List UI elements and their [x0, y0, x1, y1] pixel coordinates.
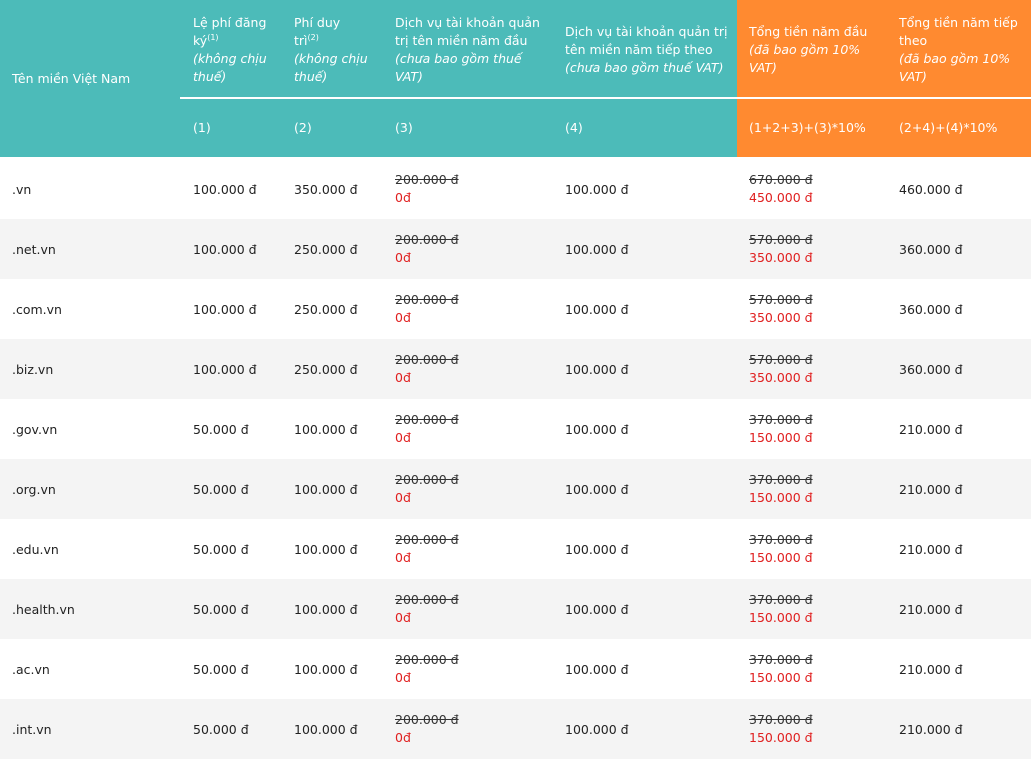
- cell-first-year-total: [749, 519, 813, 579]
- cell-registration-fee-value: 50.000 đ: [193, 601, 249, 617]
- header-divider: [180, 97, 737, 99]
- cell-next-year-service-value: 100.000 đ: [565, 361, 629, 377]
- original-price: 670.000 đ: [749, 172, 813, 187]
- cell-domain: [12, 339, 53, 399]
- cell-next-year-service: [565, 699, 629, 759]
- table-row: [0, 639, 1031, 699]
- header-domain: Tên miền Việt Nam: [12, 71, 131, 86]
- header-col1-num: (1): [193, 120, 211, 135]
- header-next-year-service: [565, 23, 735, 77]
- original-price: 370.000 đ: [749, 592, 813, 607]
- discounted-price: 150.000 đ: [749, 490, 813, 505]
- discounted-price: 150.000 đ: [749, 430, 813, 445]
- original-price: 200.000 đ: [395, 172, 459, 187]
- header-col6-sub: (đã bao gồm 10% VAT): [899, 51, 1011, 84]
- cell-first-year-service: [395, 699, 459, 759]
- cell-first-year-total: [749, 639, 813, 699]
- table-row: [0, 219, 1031, 279]
- cell-first-year-total: [749, 219, 813, 279]
- cell-first-year-total: [749, 699, 813, 759]
- original-price: 370.000 đ: [749, 472, 813, 487]
- cell-registration-fee: [193, 519, 249, 579]
- cell-registration-fee: [193, 579, 249, 639]
- cell-next-year-total: [899, 219, 963, 279]
- header-col6-title: Tổng tiền năm tiếp theo: [899, 15, 1018, 48]
- cell-registration-fee: [193, 699, 249, 759]
- original-price: 370.000 đ: [749, 712, 813, 727]
- cell-maintenance-fee-value: 100.000 đ: [294, 481, 358, 497]
- cell-domain-value: .com.vn: [12, 301, 62, 317]
- header-col2-title: Phí duy trì$^{(2)}$: [294, 15, 341, 48]
- cell-maintenance-fee: [294, 579, 358, 639]
- cell-domain-value: .net.vn: [12, 241, 56, 257]
- cell-registration-fee: [193, 339, 257, 399]
- header-col1-sub: (không chịu thuế): [193, 51, 267, 84]
- header-col6-num: (2+4)+(4)*10%: [899, 120, 998, 135]
- cell-next-year-total-value: 210.000 đ: [899, 721, 963, 737]
- cell-first-year-total: [749, 159, 813, 219]
- discounted-price: 0đ: [395, 370, 411, 385]
- cell-maintenance-fee: [294, 339, 358, 399]
- original-price: 200.000 đ: [395, 412, 459, 427]
- discounted-price: 450.000 đ: [749, 190, 813, 205]
- cell-next-year-service-value: 100.000 đ: [565, 541, 629, 557]
- cell-next-year-total: [899, 639, 963, 699]
- cell-domain-value: .int.vn: [12, 721, 52, 737]
- cell-maintenance-fee: [294, 459, 358, 519]
- cell-registration-fee: [193, 399, 249, 459]
- cell-domain-value: .ac.vn: [12, 661, 50, 677]
- cell-next-year-service-value: 100.000 đ: [565, 241, 629, 257]
- discounted-price: 350.000 đ: [749, 310, 813, 325]
- cell-registration-fee: [193, 639, 249, 699]
- cell-maintenance-fee-value: 100.000 đ: [294, 421, 358, 437]
- cell-maintenance-fee: [294, 519, 358, 579]
- cell-maintenance-fee: [294, 219, 358, 279]
- original-price: 570.000 đ: [749, 352, 813, 367]
- cell-first-year-service: [395, 159, 459, 219]
- table-row: [0, 459, 1031, 519]
- cell-next-year-total-value: 210.000 đ: [899, 481, 963, 497]
- cell-maintenance-fee-value: 250.000 đ: [294, 301, 358, 317]
- cell-next-year-service-value: 100.000 đ: [565, 601, 629, 617]
- cell-next-year-service: [565, 219, 629, 279]
- cell-domain: [12, 159, 31, 219]
- original-price: 200.000 đ: [395, 532, 459, 547]
- header-col5-num: (1+2+3)+(3)*10%: [749, 120, 866, 135]
- original-price: 200.000 đ: [395, 292, 459, 307]
- original-price: 200.000 đ: [395, 472, 459, 487]
- cell-next-year-service: [565, 399, 629, 459]
- cell-next-year-service-value: 100.000 đ: [565, 481, 629, 497]
- cell-next-year-service: [565, 459, 629, 519]
- cell-domain: [12, 279, 62, 339]
- cell-registration-fee-value: 100.000 đ: [193, 241, 257, 257]
- cell-next-year-total-value: 210.000 đ: [899, 601, 963, 617]
- cell-next-year-total: [899, 279, 963, 339]
- cell-next-year-service: [565, 519, 629, 579]
- table-row: [0, 279, 1031, 339]
- cell-first-year-total: [749, 459, 813, 519]
- cell-maintenance-fee-value: 100.000 đ: [294, 721, 358, 737]
- header-col4-sub: (chưa bao gồm thuế VAT): [565, 60, 724, 75]
- cell-maintenance-fee-value: 100.000 đ: [294, 661, 358, 677]
- header-col3-title: Dịch vụ tài khoản quản trị tên miền năm đầu: [395, 15, 540, 48]
- header-col2-sub: (không chịu thuế): [294, 51, 368, 84]
- header-col3-sub: (chưa bao gồm thuế VAT): [395, 51, 522, 84]
- cell-domain-value: .health.vn: [12, 601, 75, 617]
- cell-registration-fee: [193, 459, 249, 519]
- cell-registration-fee-value: 50.000 đ: [193, 721, 249, 737]
- cell-domain-value: .vn: [12, 181, 32, 197]
- cell-next-year-total: [899, 399, 963, 459]
- cell-next-year-service: [565, 339, 629, 399]
- cell-next-year-service-value: 100.000 đ: [565, 181, 629, 197]
- cell-maintenance-fee-value: 250.000 đ: [294, 361, 358, 377]
- discounted-price: 150.000 đ: [749, 550, 813, 565]
- cell-next-year-service: [565, 159, 629, 219]
- header-col3-num: (3): [395, 120, 413, 135]
- header-col2-num: (2): [294, 120, 312, 135]
- original-price: 370.000 đ: [749, 532, 813, 547]
- original-price: 200.000 đ: [395, 652, 459, 667]
- header-maintenance-fee: [294, 14, 389, 86]
- cell-maintenance-fee: [294, 399, 358, 459]
- cell-next-year-total: [899, 519, 963, 579]
- header-col4-num: (4): [565, 120, 583, 135]
- cell-registration-fee-value: 50.000 đ: [193, 541, 249, 557]
- cell-first-year-service: [395, 459, 459, 519]
- header-col1-title: Lệ phí đăng $ký^{(1)}$: [193, 15, 267, 48]
- cell-first-year-service: [395, 399, 459, 459]
- cell-first-year-service: [395, 339, 459, 399]
- cell-domain-value: .edu.vn: [12, 541, 59, 557]
- original-price: 200.000 đ: [395, 352, 459, 367]
- cell-first-year-total: [749, 399, 813, 459]
- original-price: 370.000 đ: [749, 412, 813, 427]
- discounted-price: 0đ: [395, 550, 411, 565]
- cell-maintenance-fee: [294, 159, 358, 219]
- cell-registration-fee-value: 50.000 đ: [193, 661, 249, 677]
- table-row: [0, 699, 1031, 759]
- original-price: 370.000 đ: [749, 652, 813, 667]
- cell-first-year-service: [395, 579, 459, 639]
- cell-next-year-service-value: 100.000 đ: [565, 661, 629, 677]
- cell-maintenance-fee-value: 100.000 đ: [294, 541, 358, 557]
- cell-maintenance-fee-value: 350.000 đ: [294, 181, 358, 197]
- cell-next-year-total-value: 210.000 đ: [899, 661, 963, 677]
- header-col4-title: Dịch vụ tài khoản quản trị tên miền năm tiếp theo: [565, 24, 728, 57]
- cell-next-year-service: [565, 279, 629, 339]
- cell-maintenance-fee: [294, 699, 358, 759]
- discounted-price: 0đ: [395, 190, 411, 205]
- cell-next-year-total: [899, 459, 963, 519]
- cell-next-year-total-value: 360.000 đ: [899, 301, 963, 317]
- cell-next-year-service: [565, 639, 629, 699]
- cell-next-year-total: [899, 159, 963, 219]
- discounted-price: 0đ: [395, 310, 411, 325]
- cell-next-year-total-value: 360.000 đ: [899, 361, 963, 377]
- header-next-year-total: [899, 14, 1029, 86]
- cell-domain: [12, 219, 56, 279]
- cell-registration-fee-value: 100.000 đ: [193, 301, 257, 317]
- header-col5-sub: (đã bao gồm 10% VAT): [749, 42, 861, 75]
- cell-next-year-total-value: 210.000 đ: [899, 421, 963, 437]
- header-first-year-total: [749, 23, 889, 77]
- discounted-price: 350.000 đ: [749, 370, 813, 385]
- cell-first-year-total: [749, 579, 813, 639]
- cell-registration-fee: [193, 279, 257, 339]
- original-price: 570.000 đ: [749, 292, 813, 307]
- original-price: 200.000 đ: [395, 592, 459, 607]
- header-first-year-service: [395, 14, 555, 86]
- cell-registration-fee-value: 50.000 đ: [193, 421, 249, 437]
- discounted-price: 0đ: [395, 730, 411, 745]
- cell-domain: [12, 519, 59, 579]
- cell-domain: [12, 639, 50, 699]
- cell-maintenance-fee-value: 100.000 đ: [294, 601, 358, 617]
- cell-registration-fee: [193, 219, 257, 279]
- cell-first-year-service: [395, 519, 459, 579]
- cell-domain-value: .org.vn: [12, 481, 56, 497]
- table-row: [0, 399, 1031, 459]
- discounted-price: 150.000 đ: [749, 610, 813, 625]
- cell-registration-fee-value: 100.000 đ: [193, 361, 257, 377]
- cell-first-year-service: [395, 279, 459, 339]
- table-row: [0, 339, 1031, 399]
- cell-domain-value: .gov.vn: [12, 421, 58, 437]
- discounted-price: 0đ: [395, 430, 411, 445]
- cell-first-year-total: [749, 279, 813, 339]
- table-row: [0, 519, 1031, 579]
- discounted-price: 0đ: [395, 610, 411, 625]
- cell-registration-fee: [193, 159, 257, 219]
- cell-maintenance-fee: [294, 639, 358, 699]
- cell-first-year-service: [395, 219, 459, 279]
- cell-domain: [12, 699, 52, 759]
- original-price: 200.000 đ: [395, 232, 459, 247]
- discounted-price: 150.000 đ: [749, 670, 813, 685]
- original-price: 200.000 đ: [395, 712, 459, 727]
- discounted-price: 0đ: [395, 670, 411, 685]
- cell-registration-fee-value: 50.000 đ: [193, 481, 249, 497]
- cell-first-year-total: [749, 339, 813, 399]
- cell-next-year-service-value: 100.000 đ: [565, 721, 629, 737]
- cell-domain-value: .biz.vn: [12, 361, 54, 377]
- discounted-price: 0đ: [395, 490, 411, 505]
- discounted-price: 0đ: [395, 250, 411, 265]
- original-price: 570.000 đ: [749, 232, 813, 247]
- header-col5-title: Tổng tiền năm đầu: [749, 24, 868, 39]
- cell-maintenance-fee-value: 250.000 đ: [294, 241, 358, 257]
- cell-next-year-total-value: 460.000 đ: [899, 181, 963, 197]
- cell-next-year-total: [899, 579, 963, 639]
- cell-next-year-total: [899, 699, 963, 759]
- cell-next-year-service-value: 100.000 đ: [565, 301, 629, 317]
- header-divider-orange: [737, 97, 1031, 99]
- table-row: [0, 579, 1031, 639]
- cell-next-year-service-value: 100.000 đ: [565, 421, 629, 437]
- cell-next-year-total-value: 210.000 đ: [899, 541, 963, 557]
- table-row: [0, 159, 1031, 219]
- discounted-price: 350.000 đ: [749, 250, 813, 265]
- cell-next-year-total-value: 360.000 đ: [899, 241, 963, 257]
- cell-first-year-service: [395, 639, 459, 699]
- cell-domain: [12, 459, 56, 519]
- cell-domain: [12, 579, 75, 639]
- cell-maintenance-fee: [294, 279, 358, 339]
- discounted-price: 150.000 đ: [749, 730, 813, 745]
- cell-next-year-total: [899, 339, 963, 399]
- cell-domain: [12, 399, 57, 459]
- header-registration-fee: [193, 14, 288, 86]
- cell-registration-fee-value: 100.000 đ: [193, 181, 257, 197]
- cell-next-year-service: [565, 579, 629, 639]
